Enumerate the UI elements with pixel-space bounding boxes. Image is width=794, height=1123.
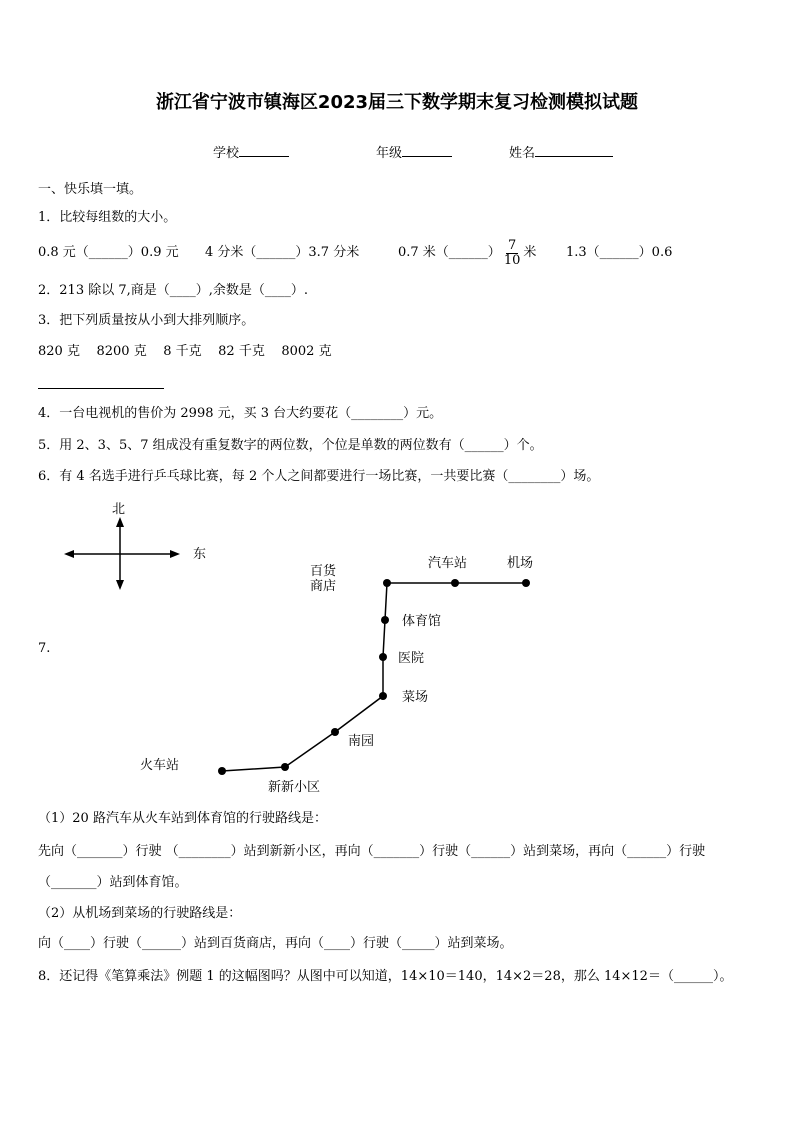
stop-jichang	[522, 579, 530, 587]
compass-west-arrow	[64, 550, 74, 558]
question-4: 4．一台电视机的售价为 2998 元，买 3 台大约要花（________）元。	[38, 406, 443, 421]
label-baihuo-2: 商店	[310, 579, 337, 594]
q7-sub2-line: 向（____）行驶（______）站到百货商店，再向（____）行驶（_____）站到菜场。	[38, 936, 513, 951]
fraction-numerator: 7	[507, 237, 517, 253]
answer-line	[38, 388, 164, 389]
grade-label: 年级	[376, 146, 403, 161]
q7-sub2: （2）从机场到菜场的行驶路线是：	[38, 906, 242, 921]
label-xinxin: 新新小区	[268, 780, 321, 795]
stop-nanyuan	[331, 728, 339, 736]
label-caichang: 菜场	[402, 690, 429, 705]
label-nanyuan: 南园	[348, 734, 375, 749]
q1-item-2: 4 分米（______）3.7 分米	[205, 245, 360, 260]
q1-item-3-suffix: 米	[523, 245, 537, 260]
question-1: 1．比较每组数的大小。	[38, 210, 177, 225]
label-huochezhan: 火车站	[140, 758, 180, 773]
question-7-number: 7.	[38, 641, 51, 656]
stop-yiyuan	[379, 653, 387, 661]
fraction	[504, 239, 521, 268]
label-tiyuguan: 体育馆	[402, 614, 442, 629]
section-heading: 一、快乐填一填。	[38, 182, 143, 197]
compass-east-label: 东	[193, 547, 207, 562]
name-blank	[535, 143, 613, 157]
q1-item-4: 1.3（______）0.6	[566, 245, 673, 260]
grade-blank	[402, 143, 452, 157]
stop-caichang	[379, 692, 387, 700]
route-map	[0, 495, 794, 805]
q3-items: 820 克 8200 克 8 千克 82 千克 8002 克	[38, 344, 332, 359]
q1-item-3	[398, 234, 536, 272]
q7-sub1: （1）20 路汽车从火车站到体育馆的行驶路线是：	[38, 811, 327, 826]
compass	[64, 502, 206, 590]
stop-baihuo	[383, 579, 391, 587]
compass-south-arrow	[116, 580, 124, 590]
label-qichezhan: 汽车站	[428, 556, 468, 571]
label-jichang: 机场	[507, 556, 534, 571]
stop-xinxin	[281, 763, 289, 771]
stop-qichezhan	[451, 579, 459, 587]
fraction-denominator: 10	[503, 252, 521, 268]
q1-item-1: 0.8 元（______）0.9 元	[38, 245, 179, 260]
school-label: 学校	[213, 146, 240, 161]
question-8: 8．还记得《笔算乘法》例题 1 的这幅图吗？从图中可以知道，14×10＝140，14×2＝28，那么 14×12＝（______）。	[38, 969, 733, 984]
question-5: 5．用 2、3、5、7 组成没有重复数字的两位数，个位是单数的两位数有（______）个。	[38, 438, 543, 453]
question-2: 2．213 除以 7,商是（____）,余数是（____）.	[38, 283, 309, 298]
label-baihuo-1: 百货	[310, 564, 337, 579]
label-yiyuan: 医院	[398, 651, 425, 666]
school-field	[213, 142, 289, 161]
page-title: 浙江省宁波市镇海区2023届三下数学期末复习检测模拟试题	[155, 92, 639, 113]
question-3: 3．把下列质量按从小到大排列顺序。	[38, 313, 255, 328]
name-field	[509, 142, 613, 161]
compass-north-arrow	[116, 517, 124, 527]
q1-item-3-prefix: 0.7 米（______）	[398, 245, 501, 260]
compass-north-label: 北	[112, 502, 126, 517]
stop-huochezhan	[218, 767, 226, 775]
q7-sub1-line2: （_______）站到体育馆。	[38, 875, 188, 890]
school-blank	[239, 143, 289, 157]
compass-east-arrow	[170, 550, 180, 558]
question-6: 6．有 4 名选手进行乒乓球比赛，每 2 个人之间都要进行一场比赛，一共要比赛（________）场。	[38, 469, 600, 484]
name-label: 姓名	[509, 146, 536, 161]
grade-field	[376, 142, 452, 161]
q7-sub1-line1: 先向（_______）行驶 （________）站到新新小区，再向（_______）行驶（______）站到菜场，再向（______）行驶	[38, 844, 706, 859]
stop-tiyuguan	[381, 616, 389, 624]
